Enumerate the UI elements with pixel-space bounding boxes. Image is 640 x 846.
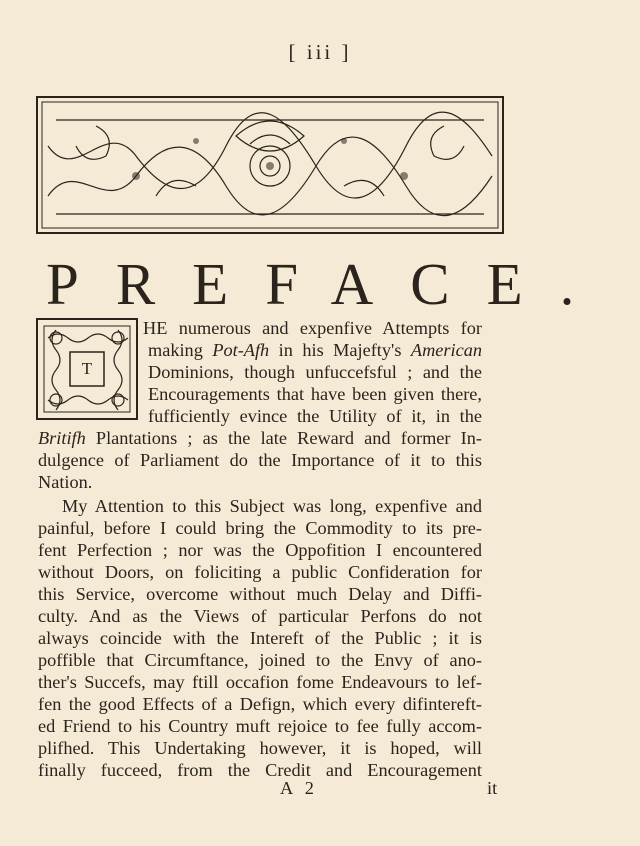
- text-line: Britifh Plantations ; as the late Reward and former In-: [38, 428, 482, 448]
- text-line: this Service, overcome without much Delay and Diffi-: [38, 584, 482, 604]
- drop-cap: [36, 318, 138, 420]
- text-line: fent Perfection ; nor was the Oppofition I encountered: [38, 540, 482, 560]
- catchword: it: [487, 778, 498, 798]
- text-line: poffible that Circumftance, joined to the Envy of ano-: [38, 650, 482, 670]
- text-line: fufficiently evince the Utility of it, in the: [148, 406, 482, 426]
- text-line: without Doors, on foliciting a public Confideration for: [38, 562, 482, 582]
- text-line: dulgence of Parliament do the Importance of it to this: [38, 450, 482, 470]
- text-line: Encouragements that have been given there,: [148, 384, 482, 404]
- drop-cap-letter: T: [81, 359, 93, 378]
- text-line: Dominions, though unfuccefsful ; and the: [148, 362, 482, 382]
- text-line: HE numerous and expenfive Attempts for: [143, 318, 482, 338]
- text-line: finally fucceed, from the Credit and Encouragement: [38, 760, 482, 780]
- text-line: always coincide with the Intereft of the Public ; it is: [38, 628, 482, 648]
- text-line: My Attention to this Subject was long, expenfive and: [62, 496, 482, 516]
- page-title: PREFACE.: [46, 251, 612, 317]
- text-line: fen the good Effects of a Defign, which every difintereft-: [38, 694, 482, 714]
- ornamental-headpiece-icon: [36, 96, 504, 234]
- text-line: culty. And as the Views of particular Perfons do not: [38, 606, 482, 626]
- text-line: making Pot-Afh in his Majefty's American: [148, 340, 482, 360]
- signature-mark: A 2: [280, 778, 318, 798]
- text-line: plifhed. This Undertaking however, it is hoped, will: [38, 738, 482, 758]
- page-number: [ iii ]: [288, 40, 352, 64]
- text-line: painful, before I could bring the Commodity to its pre-: [38, 518, 482, 538]
- text-line: Nation.: [38, 472, 93, 492]
- text-line: ed Friend to his Country muft rejoice to fee fully accom-: [38, 716, 482, 736]
- text-line: ther's Succefs, may ftill occafion fome Endeavours to lef-: [38, 672, 482, 692]
